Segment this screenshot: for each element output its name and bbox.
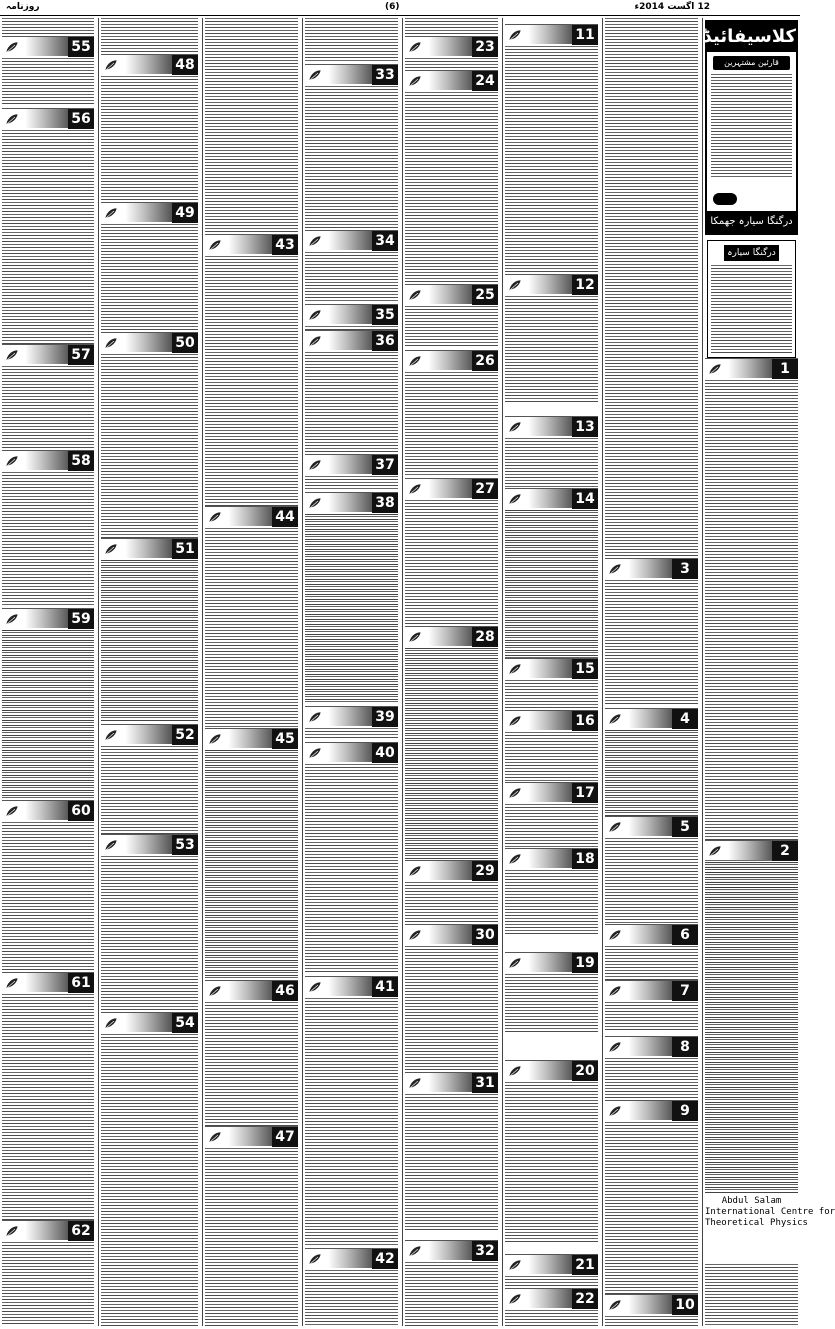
article-number: 27: [472, 479, 498, 499]
article-number-bar: [305, 706, 398, 726]
leaf-icon: [407, 40, 423, 54]
article-number: 40: [372, 743, 398, 763]
article-number: 20: [572, 1061, 598, 1081]
page-number: (6): [385, 2, 400, 12]
article-number: 48: [172, 55, 198, 75]
notice-text: [711, 265, 792, 354]
article-text: [405, 306, 498, 348]
article-text: [605, 1058, 698, 1098]
article-text: [305, 86, 398, 230]
column-8: [702, 18, 835, 1326]
article-text: [2, 1242, 94, 1326]
article-text: [305, 352, 398, 452]
leaf-icon: [607, 712, 623, 726]
leaf-icon: [407, 630, 423, 644]
leaf-icon: [307, 746, 323, 760]
leaf-icon: [307, 308, 323, 322]
article-number: 15: [572, 659, 598, 679]
article-number-bar: [605, 924, 698, 944]
article-number-bar: [505, 782, 598, 802]
leaf-icon: [407, 1076, 423, 1090]
article-text: [101, 1034, 198, 1326]
article-text: [405, 92, 498, 300]
leaf-icon: [307, 496, 323, 510]
article-number: 35: [372, 305, 398, 325]
article-number-bar: [305, 230, 398, 250]
classified-title: کلاسیفائیڈ: [707, 22, 796, 52]
issue-date: 12 اگست 2014ء: [634, 2, 710, 12]
article-number: 10: [672, 1295, 698, 1315]
article-text: [705, 380, 798, 912]
column-4: [302, 18, 400, 1326]
article-text: [101, 76, 198, 200]
article-number-bar: [505, 1288, 598, 1308]
leaf-icon: [507, 786, 523, 800]
article-number-bar: [605, 558, 698, 578]
article-text: [205, 1002, 298, 1126]
leaf-icon: [507, 852, 523, 866]
article-text: [505, 680, 598, 708]
article-number-bar: [101, 834, 198, 854]
article-number: 49: [172, 203, 198, 223]
article-text: [305, 18, 398, 62]
article-text: [505, 870, 598, 936]
leaf-icon: [4, 1224, 20, 1238]
article-text: [705, 862, 798, 1194]
article-number: 50: [172, 333, 198, 353]
article-number: 45: [272, 729, 298, 749]
article-number-bar: [2, 36, 94, 56]
article-number-bar: [305, 330, 398, 350]
article-number: 23: [472, 37, 498, 57]
article-number: 43: [272, 235, 298, 255]
article-number: 14: [572, 489, 598, 509]
article-number: 11: [572, 25, 598, 45]
article-text: [305, 764, 398, 974]
column-1: [0, 18, 96, 1326]
article-number-bar: [2, 450, 94, 470]
article-number-bar: [505, 274, 598, 294]
article-number-bar: [505, 1060, 598, 1080]
article-number-bar: [101, 202, 198, 222]
article-number: 30: [472, 925, 498, 945]
article-number: 56: [68, 109, 94, 129]
article-number: 62: [68, 1221, 94, 1241]
article-text: [205, 256, 298, 506]
leaf-icon: [207, 984, 223, 998]
leaf-icon: [507, 492, 523, 506]
article-number: 36: [372, 331, 398, 351]
article-text: [605, 580, 698, 706]
article-number: 52: [172, 725, 198, 745]
article-number: 25: [472, 285, 498, 305]
article-number-bar: [405, 1072, 498, 1092]
article-number: 22: [572, 1289, 598, 1309]
article-number-bar: [305, 1248, 398, 1268]
article-text: [101, 856, 198, 1012]
article-text: [305, 998, 398, 1128]
leaf-icon: [4, 348, 20, 362]
notice-box: [707, 240, 796, 358]
article-number-bar: [705, 358, 798, 378]
article-text: [605, 1122, 698, 1314]
article-number-bar: [305, 976, 398, 996]
article-number-bar: [505, 952, 598, 972]
newspaper-name: روزنامہ: [6, 2, 40, 12]
article-number-bar: [605, 816, 698, 836]
article-text: [505, 438, 598, 488]
article-text: [405, 946, 498, 1072]
article-text: [605, 838, 698, 934]
article-number: 2: [772, 841, 798, 861]
article-text: [505, 1276, 598, 1286]
article-text: [2, 18, 94, 34]
leaf-icon: [407, 1244, 423, 1258]
article-number: 61: [68, 973, 94, 993]
article-text: [2, 58, 94, 106]
article-number-bar: [405, 478, 498, 498]
leaf-icon: [607, 1104, 623, 1118]
leaf-icon: [207, 1130, 223, 1144]
article-number-bar: [101, 724, 198, 744]
article-text: [205, 528, 298, 728]
article-number: 13: [572, 417, 598, 437]
article-number-bar: [505, 24, 598, 44]
article-number-bar: [305, 64, 398, 84]
leaf-icon: [507, 278, 523, 292]
article-number: 4: [672, 709, 698, 729]
article-text: [405, 18, 498, 34]
leaf-icon: [103, 838, 119, 852]
article-number-bar: [505, 848, 598, 868]
leaf-icon: [507, 1064, 523, 1078]
article-text: [305, 252, 398, 302]
article-number: 31: [472, 1073, 498, 1093]
leaf-icon: [307, 68, 323, 82]
english-line: Theoretical Physics: [705, 1218, 808, 1228]
leaf-icon: [4, 804, 20, 818]
article-number-bar: [405, 350, 498, 370]
article-number-bar: [405, 70, 498, 90]
article-number-bar: [405, 860, 498, 880]
article-number: 21: [572, 1255, 598, 1275]
leaf-icon: [407, 288, 423, 302]
article-text: [405, 882, 498, 922]
article-number: 32: [472, 1241, 498, 1261]
article-number-bar: [2, 344, 94, 364]
article-text: [405, 500, 498, 624]
article-number-bar: [305, 492, 398, 512]
article-number: 33: [372, 65, 398, 85]
article-text: [2, 994, 94, 1220]
leaf-icon: [103, 58, 119, 72]
article-text: [305, 1270, 398, 1326]
article-number-bar: [205, 234, 298, 254]
article-number: 16: [572, 711, 598, 731]
article-text: [101, 746, 198, 834]
classified-text: [711, 74, 792, 178]
article-number-bar: [205, 980, 298, 1000]
article-number: 60: [68, 801, 94, 821]
leaf-icon: [507, 1292, 523, 1306]
article-number-bar: [101, 54, 198, 74]
leaf-icon: [707, 362, 723, 376]
article-text: [2, 366, 94, 448]
article-number-bar: [2, 1220, 94, 1240]
leaf-icon: [607, 928, 623, 942]
article-number: 41: [372, 977, 398, 997]
article-text: [605, 18, 698, 558]
article-number: 47: [272, 1127, 298, 1147]
leaf-icon: [4, 976, 20, 990]
article-number: 8: [672, 1037, 698, 1057]
article-number: 46: [272, 981, 298, 1001]
leaf-icon: [103, 542, 119, 556]
article-number-bar: [705, 840, 798, 860]
article-number-bar: [405, 924, 498, 944]
article-number-bar: [2, 608, 94, 628]
article-number-bar: [605, 1100, 698, 1120]
article-number-bar: [205, 506, 298, 526]
article-number-bar: [505, 1254, 598, 1274]
article-number: 18: [572, 849, 598, 869]
notice-heading: درگنگا سیارہ: [724, 245, 779, 261]
english-line: Abdul Salam: [721, 1196, 782, 1206]
article-text: [605, 946, 698, 980]
article-number: 59: [68, 609, 94, 629]
article-number-bar: [405, 626, 498, 646]
leaf-icon: [103, 728, 119, 742]
english-line: International Centre for: [705, 1207, 835, 1217]
article-number: 12: [572, 275, 598, 295]
article-number-bar: [205, 728, 298, 748]
article-number-bar: [2, 108, 94, 128]
article-number: 29: [472, 861, 498, 881]
article-number: 5: [672, 817, 698, 837]
leaf-icon: [103, 206, 119, 220]
article-text: [305, 514, 398, 704]
article-number: 6: [672, 925, 698, 945]
article-number: 42: [372, 1249, 398, 1269]
article-text: [405, 58, 498, 68]
article-number: 9: [672, 1101, 698, 1121]
article-text: [405, 1262, 498, 1326]
english-text-block: [705, 1196, 835, 1262]
article-text: [2, 630, 94, 800]
article-number-bar: [405, 1240, 498, 1260]
article-number: 3: [672, 559, 698, 579]
article-text: [505, 296, 598, 402]
article-number-bar: [505, 416, 598, 436]
leaf-icon: [607, 820, 623, 834]
article-number: 38: [372, 493, 398, 513]
article-number: 37: [372, 455, 398, 475]
article-number-bar: [305, 742, 398, 762]
article-text: [205, 1148, 298, 1326]
leaf-icon: [407, 928, 423, 942]
article-number: 58: [68, 451, 94, 471]
article-number: 54: [172, 1013, 198, 1033]
article-number-bar: [305, 454, 398, 474]
leaf-icon: [607, 562, 623, 576]
leaf-icon: [307, 458, 323, 472]
article-number-bar: [2, 800, 94, 820]
article-number-bar: [2, 972, 94, 992]
column-2: [98, 18, 200, 1326]
leaf-icon: [307, 710, 323, 724]
leaf-icon: [207, 732, 223, 746]
leaf-icon: [507, 956, 523, 970]
leaf-icon: [707, 844, 723, 858]
article-number-bar: [605, 1036, 698, 1056]
article-text: [205, 750, 298, 980]
article-text: [305, 1130, 398, 1246]
article-number-bar: [405, 284, 498, 304]
column-6: [502, 18, 600, 1326]
leaf-icon: [307, 980, 323, 994]
leaf-icon: [507, 1258, 523, 1272]
article-number: 57: [68, 345, 94, 365]
article-text: [605, 730, 698, 816]
article-number: 53: [172, 835, 198, 855]
leaf-icon: [307, 334, 323, 348]
leaf-icon: [407, 74, 423, 88]
article-text: [505, 1310, 598, 1326]
article-text: [405, 648, 498, 860]
article-number-bar: [505, 488, 598, 508]
leaf-icon: [507, 662, 523, 676]
article-number-bar: [605, 980, 698, 1000]
column-5: [402, 18, 500, 1326]
leaf-icon: [407, 482, 423, 496]
article-number: 39: [372, 707, 398, 727]
classified-subtitle: قارئین مشتہرین: [713, 56, 790, 70]
article-number: 55: [68, 37, 94, 57]
article-number: 19: [572, 953, 598, 973]
article-text: [505, 804, 598, 854]
leaf-icon: [103, 1016, 119, 1030]
leaf-icon: [607, 1298, 623, 1312]
article-number-bar: [101, 538, 198, 558]
leaf-icon: [607, 1040, 623, 1054]
column-7: [602, 18, 700, 1326]
article-text: [505, 974, 598, 1034]
page-header: [0, 0, 800, 16]
article-text: [205, 18, 298, 232]
article-text: [101, 224, 198, 330]
article-text: [305, 728, 398, 740]
article-text: [405, 372, 498, 476]
article-number-bar: [305, 304, 398, 324]
leaf-icon: [507, 420, 523, 434]
leaf-icon: [307, 234, 323, 248]
classified-box: [702, 20, 798, 235]
article-text: [101, 354, 198, 538]
leaf-icon: [407, 864, 423, 878]
leaf-icon: [507, 714, 523, 728]
leaf-icon: [607, 984, 623, 998]
article-number-bar: [605, 1294, 698, 1314]
leaf-icon: [207, 510, 223, 524]
article-text: [2, 822, 94, 972]
article-number: 1: [772, 359, 798, 379]
article-text: [605, 1316, 698, 1326]
leaf-icon: [507, 28, 523, 42]
article-text: [2, 472, 94, 606]
leaf-icon: [103, 336, 119, 350]
article-number-bar: [605, 708, 698, 728]
leaf-icon: [307, 1252, 323, 1266]
article-text: [405, 1094, 498, 1230]
classified-footer: درگنگا سیارہ جھمکا: [707, 211, 796, 233]
article-number: 28: [472, 627, 498, 647]
article-number: 44: [272, 507, 298, 527]
article-text: [505, 510, 598, 666]
leaf-icon: [4, 454, 20, 468]
leaf-icon: [4, 40, 20, 54]
article-number-bar: [101, 1012, 198, 1032]
article-number: 51: [172, 539, 198, 559]
leaf-icon: [4, 612, 20, 626]
article-number: 34: [372, 231, 398, 251]
article-number-bar: [205, 1126, 298, 1146]
leaf-icon: [207, 238, 223, 252]
article-number: 26: [472, 351, 498, 371]
article-number-bar: [505, 710, 598, 730]
article-text: [2, 130, 94, 344]
article-text: [505, 1082, 598, 1242]
article-text: [101, 18, 198, 52]
classified-badge: [713, 193, 737, 205]
article-number-bar: [505, 658, 598, 678]
article-text: [705, 1264, 798, 1326]
article-number-bar: [405, 36, 498, 56]
article-text: [605, 1002, 698, 1032]
article-text: [101, 560, 198, 722]
article-number: 7: [672, 981, 698, 1001]
column-3: [202, 18, 300, 1326]
article-number: 24: [472, 71, 498, 91]
article-number: 17: [572, 783, 598, 803]
article-text: [305, 476, 398, 490]
leaf-icon: [407, 354, 423, 368]
leaf-icon: [4, 112, 20, 126]
article-text: [505, 46, 598, 274]
article-number-bar: [101, 332, 198, 352]
